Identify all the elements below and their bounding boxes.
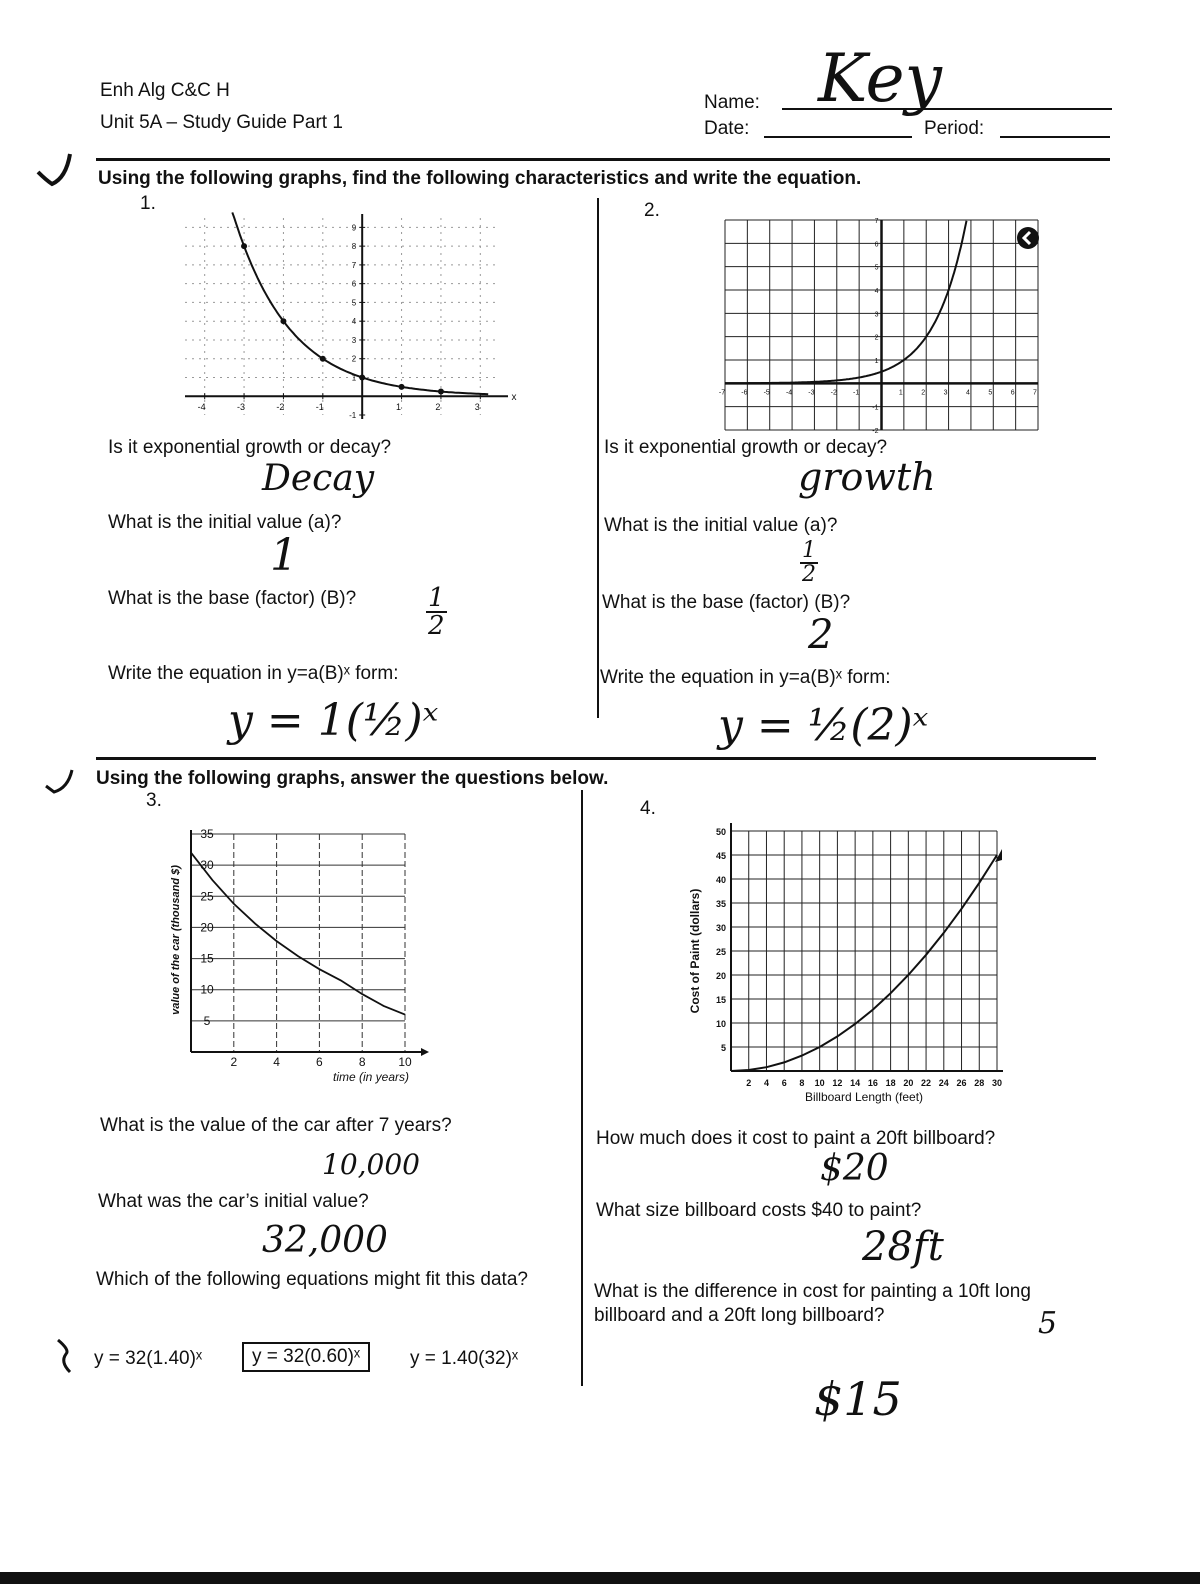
x-tick-label: 10 — [398, 1055, 412, 1069]
x-axis-arrow — [421, 1048, 429, 1056]
p2-a-growth: growth — [798, 455, 936, 499]
course-title: Enh Alg C&C H — [100, 80, 230, 101]
p1-q-equation: Write the equation in y=a(B)ˣ form: — [108, 663, 399, 684]
x-tick-label: 2 — [921, 389, 926, 397]
x-tick-label: 30 — [991, 1078, 1003, 1088]
y-tick-label: 6 — [351, 279, 357, 289]
y-tick-label: 8 — [351, 242, 357, 252]
value-curve — [191, 853, 405, 1015]
y-tick-label: 20 — [200, 920, 214, 935]
p1-a-growth: Decay — [262, 458, 375, 499]
y-tick-label: 45 — [715, 851, 726, 861]
y-tick-label: 9 — [351, 223, 357, 233]
x-tick-label: -3 — [808, 389, 815, 397]
section2-instruction: Using the following graphs, answer the questions below. — [96, 768, 609, 789]
checkmark-icon — [42, 768, 82, 798]
chart-problem4 — [685, 815, 1015, 1120]
y-tick-label: 35 — [200, 827, 214, 841]
x-tick-label: -5 — [763, 389, 770, 397]
y-tick-label: 30 — [715, 923, 726, 933]
x-tick-label: 26 — [956, 1078, 967, 1088]
x-tick-label: -1 — [315, 402, 324, 413]
x-tick-label: -2 — [276, 402, 285, 413]
p2-q-growth: Is it exponential growth or decay? — [604, 437, 888, 458]
p3-a-initial: 32,000 — [262, 1220, 388, 1261]
x-tick-label: -7 — [718, 389, 726, 397]
p3-option1: y = 32(1.40)ˣ — [94, 1348, 203, 1369]
p1-a-equation: y = 1(½)ˣ — [228, 695, 439, 746]
decay-curve — [232, 212, 488, 394]
x-tick-label: 2 — [435, 402, 441, 413]
y-tick-label: 4 — [351, 317, 357, 327]
y-tick-label: -1 — [872, 404, 879, 412]
problem1-number: 1. — [140, 193, 156, 214]
x-tick-label: 1 — [396, 402, 402, 413]
y-tick-label: 2 — [351, 354, 357, 364]
x-tick-label: 16 — [867, 1078, 878, 1088]
x-tick-label: 4 — [273, 1055, 280, 1069]
p2-a-initial-numerator: 1 — [802, 538, 816, 563]
x-tick-label: 28 — [974, 1078, 985, 1088]
top-divider — [96, 158, 1110, 161]
p3-q-equations: Which of the following equations might fit this data? — [96, 1269, 528, 1290]
name-value: Key — [818, 40, 942, 117]
x-axis-label: Billboard Length (feet) — [804, 1090, 924, 1104]
x-tick-label: 14 — [850, 1078, 861, 1088]
x-tick-label: 22 — [921, 1078, 932, 1088]
x-tick-label: 10 — [814, 1078, 825, 1088]
x-tick-label: -3 — [237, 402, 246, 413]
p1-a-base-denominator: 2 — [428, 611, 445, 641]
x-tick-label: 8 — [358, 1055, 366, 1069]
period-line — [1000, 136, 1110, 138]
cost-curve — [731, 855, 997, 1071]
problem4-number: 4. — [640, 798, 656, 819]
x-tick-label: 4 — [965, 389, 970, 397]
p4-q-cost20: How much does it cost to paint a 20ft billboard? — [596, 1128, 996, 1149]
date-line — [764, 136, 912, 138]
x-axis-label: time (in years) — [332, 1070, 410, 1084]
y-tick-label: 10 — [715, 1019, 726, 1029]
x-tick-label: -6 — [741, 389, 748, 397]
p4-a-size40: 28ft — [862, 1224, 944, 1270]
p2-a-initial-denominator: 2 — [802, 562, 816, 587]
x-tick-label: -2 — [830, 389, 837, 397]
p1-q-base: What is the base (factor) (B)? — [108, 588, 357, 609]
chart-problem2 — [720, 215, 1050, 435]
p3-option3: y = 1.40(32)ˣ — [410, 1348, 519, 1369]
y-tick-label: 25 — [200, 889, 214, 904]
p2-q-base: What is the base (factor) (B)? — [602, 592, 851, 613]
y-tick-label: 30 — [200, 858, 214, 873]
x-tick-label: -4 — [197, 402, 206, 413]
x-tick-label: 3 — [943, 389, 948, 397]
x-tick-label: 6 — [316, 1055, 323, 1069]
y-tick-label: 35 — [715, 899, 726, 909]
y-tick-label: 4 — [874, 288, 879, 295]
growth-curve — [725, 221, 967, 383]
x-tick-label: 2 — [230, 1055, 238, 1069]
p2-a-initial — [800, 540, 818, 586]
x-tick-label: 12 — [832, 1078, 843, 1088]
p1-q-initial: What is the initial value (a)? — [108, 512, 342, 533]
chart-problem3 — [165, 820, 445, 1095]
x-tick-label: 2 — [746, 1078, 752, 1088]
y-tick-label: 20 — [715, 971, 726, 981]
p3-a-value7: 10,000 — [322, 1148, 420, 1181]
x-tick-label: 6 — [1010, 389, 1015, 397]
y-tick-label: 40 — [715, 875, 726, 885]
middle-divider — [96, 757, 1096, 760]
p4-a-diff-note: 5 — [1038, 1306, 1058, 1341]
unit-title: Unit 5A – Study Guide Part 1 — [100, 112, 343, 133]
p1-a-initial: 1 — [270, 530, 298, 581]
y-tick-label: 15 — [200, 951, 214, 966]
section2-column-divider — [581, 790, 583, 1386]
x-tick-label: 4 — [763, 1078, 769, 1088]
p1-a-base-numerator: 1 — [428, 583, 445, 613]
section1-column-divider — [597, 198, 599, 718]
y-tick-label: 5 — [351, 298, 357, 308]
p3-q-value7: What is the value of the car after 7 years? — [100, 1115, 452, 1136]
data-point — [399, 384, 405, 390]
date-label: Date: — [704, 118, 750, 139]
back-arrow-icon — [1016, 226, 1040, 250]
y-tick-label: 6 — [874, 241, 879, 249]
y-tick-label: 5 — [720, 1043, 726, 1053]
section1-instruction: Using the following graphs, find the following characteristics and write the equation. — [98, 168, 862, 189]
x-tick-label: -4 — [785, 389, 793, 397]
x-tick-label: 24 — [938, 1078, 949, 1088]
y-tick-label: -1 — [349, 411, 357, 420]
period-label: Period: — [924, 118, 985, 139]
data-point — [438, 389, 444, 395]
x-tick-label: 1 — [898, 389, 903, 397]
p4-q-size40: What size billboard costs $40 to paint? — [596, 1200, 922, 1221]
y-tick-label: 3 — [351, 335, 357, 345]
problem2-number: 2. — [644, 200, 660, 221]
y-tick-label: 1 — [874, 358, 879, 365]
checkmark-icon — [30, 150, 80, 190]
x-tick-label: 7 — [1033, 389, 1037, 397]
x-tick-label: -1 — [853, 389, 860, 397]
x-tick-label: 6 — [781, 1078, 787, 1088]
data-point — [241, 243, 247, 249]
y-tick-label: 5 — [203, 1013, 211, 1028]
x-tick-label: 20 — [903, 1078, 914, 1088]
y-tick-label: 50 — [715, 827, 726, 837]
y-tick-label: 3 — [874, 311, 879, 319]
p2-a-equation: y = ½(2)ˣ — [718, 700, 929, 751]
y-tick-label: 1 — [351, 373, 357, 383]
y-tick-label: 10 — [200, 982, 214, 997]
y-tick-label: 7 — [874, 218, 879, 225]
p4-q-diff: What is the difference in cost for painting a 10ft long billboard and a 20ft long billboard? — [594, 1281, 1031, 1326]
p3-option2-selected: y = 32(0.60)ˣ — [242, 1342, 370, 1372]
problem3-number: 3. — [146, 790, 162, 811]
y-tick-label: 15 — [715, 995, 726, 1005]
p2-q-equation: Write the equation in y=a(B)ˣ form: — [600, 667, 891, 688]
y-axis-label: Cost of Paint (dollars) — [688, 888, 702, 1014]
p3-q-initial: What was the car’s initial value? — [98, 1191, 369, 1212]
y-axis-label: value of the car (thousand $) — [170, 865, 182, 1015]
data-point — [320, 356, 326, 362]
data-point — [280, 318, 286, 324]
p1-a-base — [426, 585, 447, 639]
x-axis-label: x — [511, 392, 517, 404]
y-tick-label: 25 — [715, 947, 726, 957]
scan-bottom-border — [0, 1572, 1200, 1584]
checkmark-icon — [52, 1336, 82, 1376]
p2-q-initial: What is the initial value (a)? — [604, 515, 838, 536]
y-tick-label: 7 — [351, 260, 357, 270]
chart-problem1 — [180, 210, 520, 425]
x-tick-label: 18 — [885, 1078, 896, 1088]
y-tick-label: 2 — [874, 334, 879, 342]
p1-q-growth: Is it exponential growth or decay? — [108, 437, 392, 458]
x-tick-label: 8 — [799, 1078, 805, 1088]
y-tick-label: 5 — [874, 264, 879, 272]
p4-a-cost20: $20 — [820, 1148, 889, 1189]
p4-a-diff: $15 — [814, 1372, 902, 1426]
x-tick-label: 5 — [988, 389, 993, 397]
y-tick-label: -2 — [872, 428, 879, 435]
p2-a-base: 2 — [808, 612, 834, 658]
data-point — [359, 374, 365, 380]
name-label: Name: — [704, 92, 760, 113]
x-tick-label: 3 — [474, 402, 480, 413]
